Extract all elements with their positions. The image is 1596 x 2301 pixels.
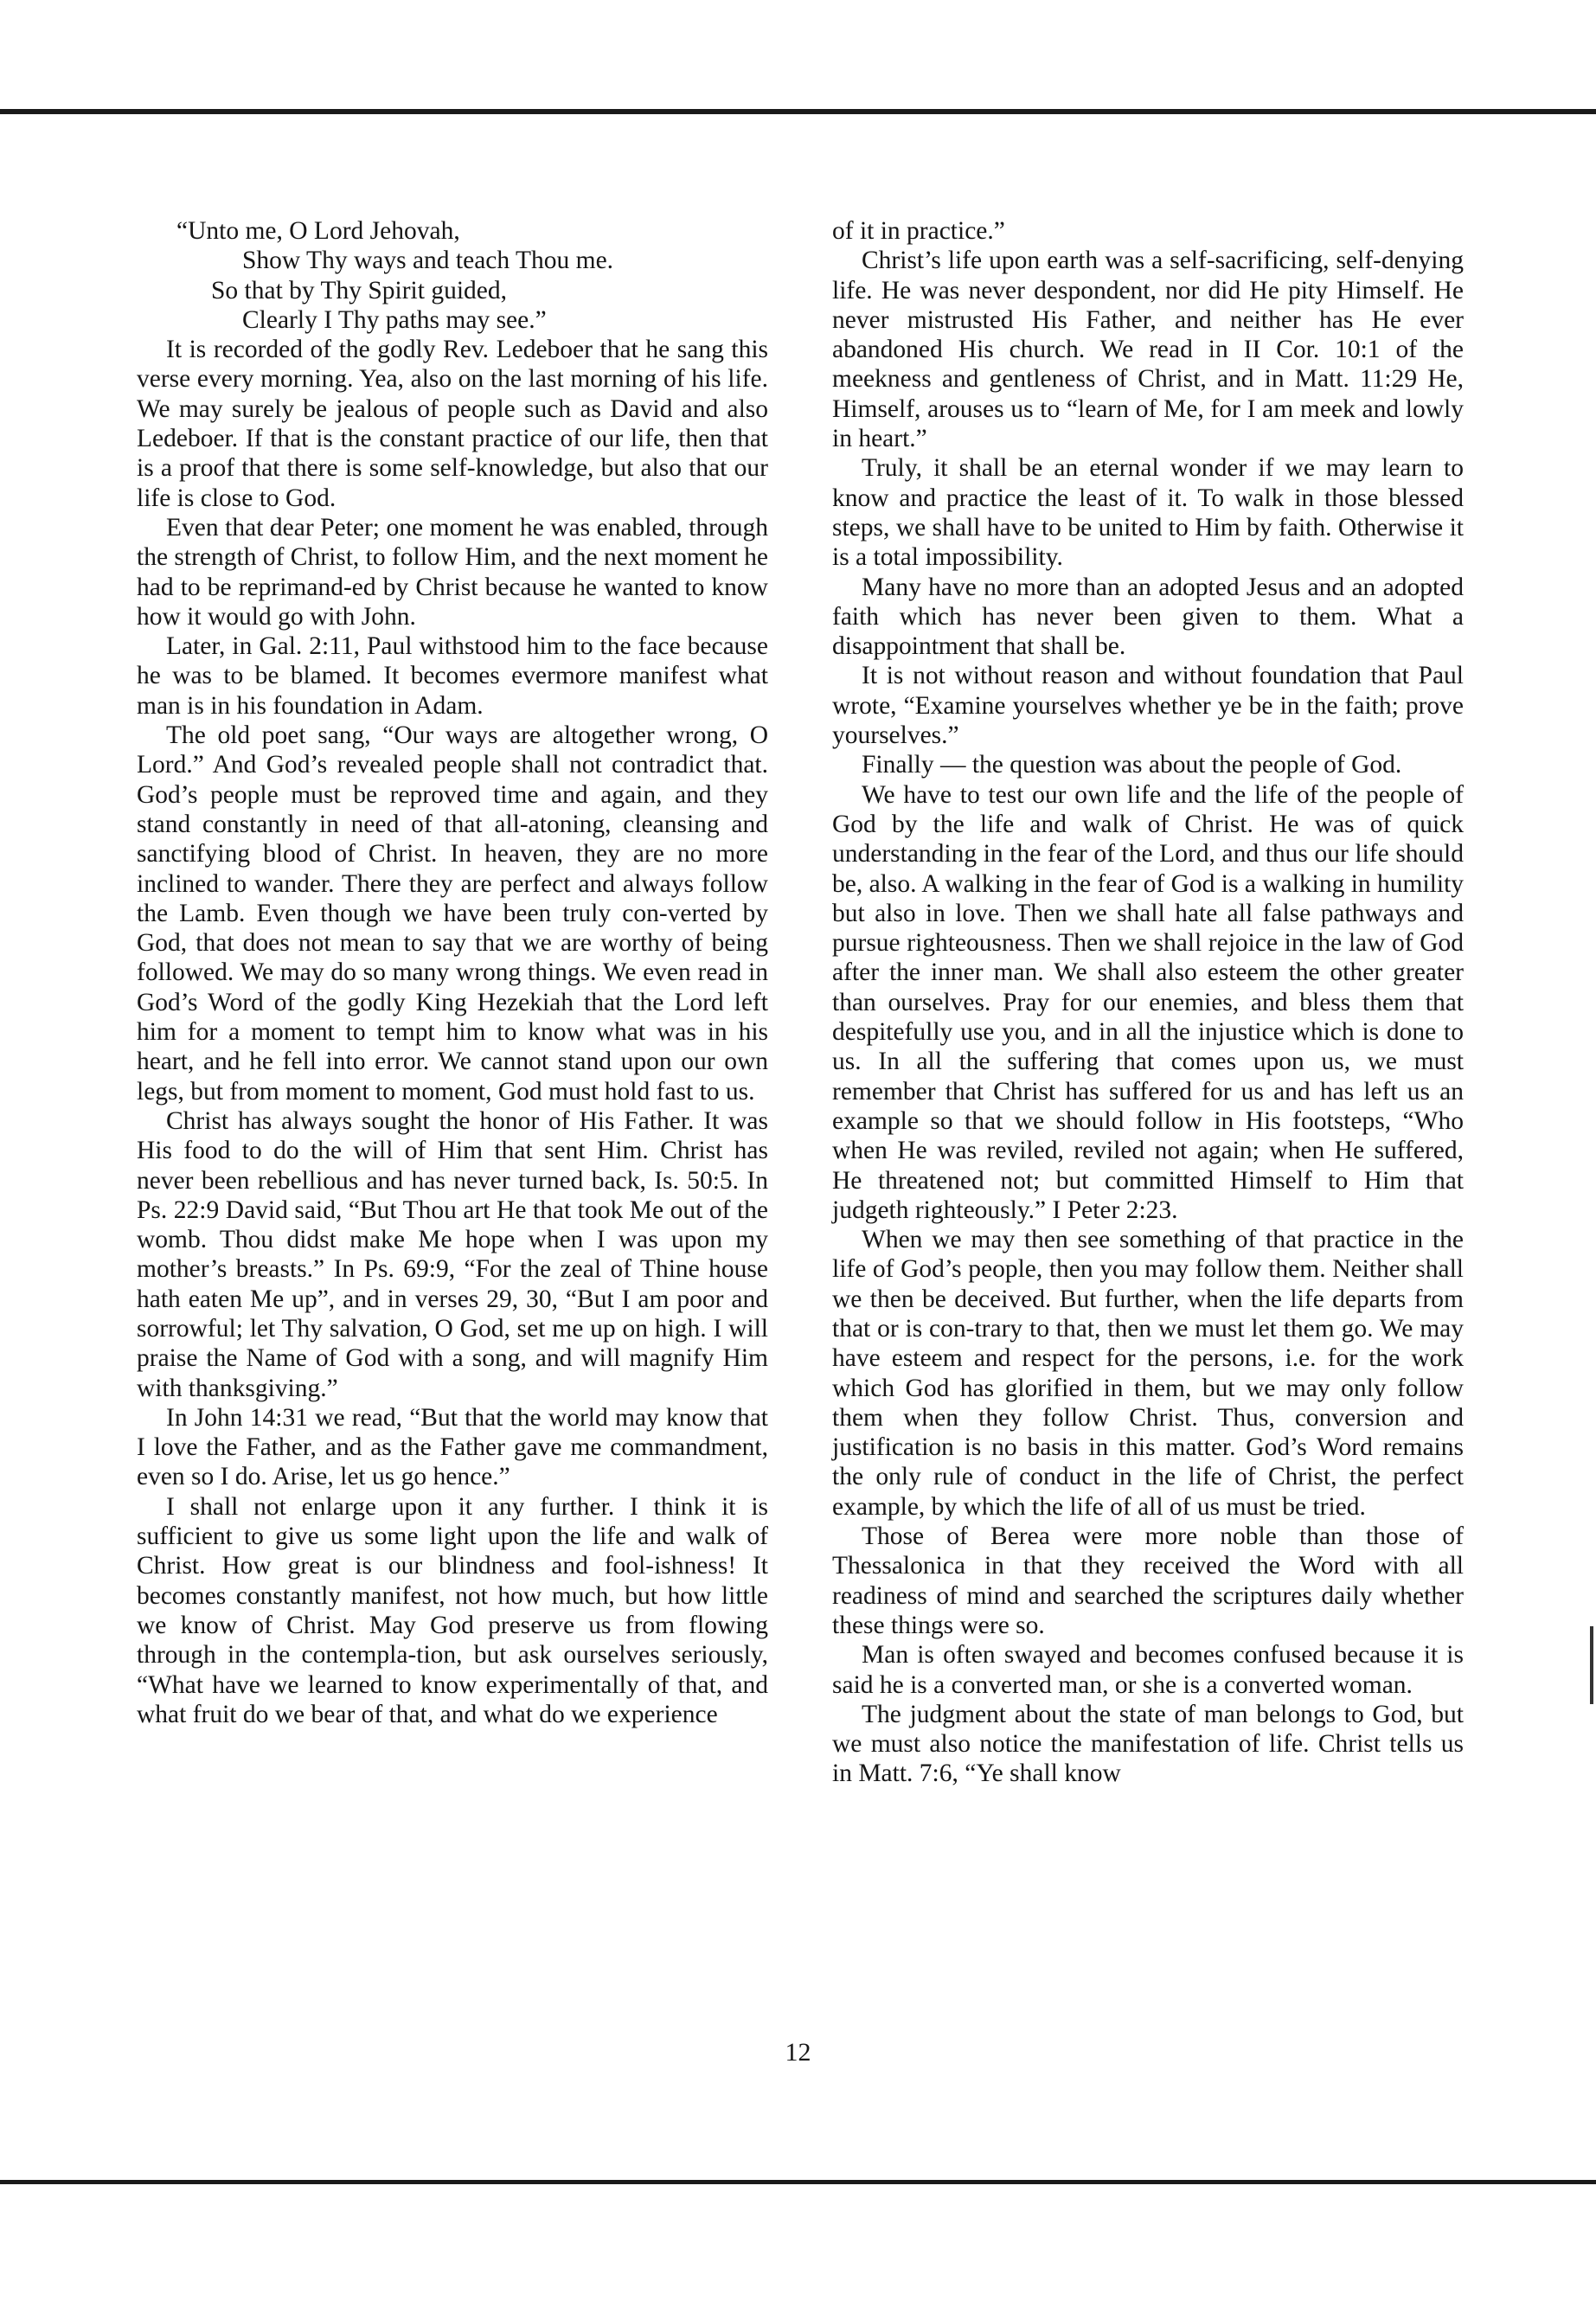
paragraph: It is recorded of the godly Rev. Ledeboer that he sang this verse every morning. Yea, also on the last morning of his life. We may surely be jealous of people such as David and also Ledeboer. If that is the constant practice of our life, then that is a proof that there is some self-knowledge, but also that our life is close to God. [137,336,768,512]
page-number: 12 [785,2038,811,2067]
paragraph: I shall not enlarge upon it any further. I think it is sufficient to give us some light upon the life and walk of Christ. How great is our blindness and fool-ishness! It becomes constantly manifest, not how much, but how little we know of Christ. May God preserve us from flowing through in the contempla-tion, but ask ourselves seriously, “What have we learned to know experimentally of that, and what fruit do we bear of that, and what do we experience [137,1492,768,1728]
paragraph: We have to test our own life and the life of the people of God by the life and walk of Christ. He was of quick understanding in the fear of the Lord, and thus our life should be, also. A walking in the fear of God is a walking in humility but also in love. Then we shall hate all false pathways and pursue righteousness. Then we shall rejoice in the law of God after the inner man. We shall also esteem the other greater than ourselves. Pray for our enemies, and bless them that despitefully use you, and in all the injustice which is done to us. In all the suffering that comes upon us, we must remember that Christ has suffered for us and has left us an example so that we should follow in His footsteps, “Who when He was reviled, reviled not again; when He suffered, He threatened not; but committed Himself to Him that judgeth righteously.” I Peter 2:23. [832,780,1465,1224]
left-column [137,216,768,1729]
paragraph: Those of Berea were more noble than those of Thessalonica in that they received the Word with all readiness of mind and searched the scriptures daily whether these things were so. [832,1522,1464,1639]
paragraph: The judgment about the state of man belongs to God, but we must also notice the manifestation of life. Christ tells us in Matt. 7:6, “Ye shall know [832,1700,1464,1788]
paragraph-continuation: of it in practice.” [832,217,1005,245]
edge-mark [1590,1626,1593,1704]
paragraph: Christ has always sought the honor of His Father. It was His food to do the will of Him that sent Him. Christ has never been rebellious and has never turned back, Is. 50:5. In Ps. 22:9 David said, “But Thou art He that took Me out of the womb. Thou didst make Me hope when I was upon my mother’s breasts.” In Ps. 69:9, “For the zeal of Thine house hath eaten Me up”, and in verses 29, 30, “But I am poor and sorrowful; let Thy salvation, O God, set me up on high. I will praise the Name of God with a song, and will magnify Him with thanksgiving.” [137,1106,768,1402]
paragraph: Even that dear Peter; one moment he was enabled, through the strength of Christ, to follow Him, and the next moment he had to be reprimand-ed by Christ because he wanted to know how it would go with John. [137,513,769,631]
bottom-rule [0,2180,1596,2184]
hymn-line: So that by Thy Spirit guided, [211,276,507,304]
paragraph: Later, in Gal. 2:11, Paul withstood him to the face because he was to be blamed. It becomes evermore manifest what man is in his foundation in Adam. [137,632,768,720]
top-rule [0,109,1596,114]
paragraph: Truly, it shall be an eternal wonder if we may learn to know and practice the least of it. To walk in those blessed steps, we shall have to be united to Him by faith. Otherwise it is a total impossibility. [832,454,1464,572]
hymn-line: Clearly I Thy paths may see.” [242,305,547,334]
paragraph: The old poet sang, “Our ways are altogether wrong, O Lord.” And God’s revealed people shall not contradict that. God’s people must be reproved time and again, and they stand constantly in need of that all-atoning, cleansing and sanctifying blood of Christ. In heaven, they are no more inclined to wander. There they are perfect and always follow the Lamb. Even though we have been truly con-verted by God, that does not mean to say that we are worthy of being followed. We may do so many wrong things. We even read in God’s Word of the godly King Hezekiah that the Lord left him for a moment to tempt him to know what was in his heart, and he fell into error. We cannot stand upon our own legs, but from moment to moment, God must hold fast to us. [137,721,768,1106]
paragraph: Christ’s life upon earth was a self-sacrificing, self-denying life. He was never despondent, nor did He pity Himself. He never mistrusted His Father, and neither has He ever abandoned His church. We read in II Cor. 10:1 of the meekness and gentleness of Christ, and in Matt. 11:29 He, Himself, arouses us to “learn of Me, for I am meek and lowly in heart.” [832,247,1464,453]
hymn-line: Show Thy ways and teach Thou me. [242,247,614,275]
paragraph: Man is often swayed and becomes confused because it is said he is a converted man, or she is a converted woman. [832,1641,1464,1699]
paragraph: Finally — the question was about the people of God. [862,751,1402,779]
hymn-line: “Unto me, O Lord Jehovah, [176,217,460,245]
hymn-verse [137,216,768,335]
right-column [832,216,1464,1789]
paragraph: It is not without reason and without foundation that Paul wrote, “Examine yourselves whether ye be in the faith; prove yourselves.” [832,662,1464,750]
paragraph: Many have no more than an adopted Jesus and an adopted faith which has never been given to them. What a disappointment that shall be. [832,573,1464,661]
paragraph: In John 14:31 we read, “But that the world may know that I love the Father, and as the Father gave me commandment, even so I do. Arise, let us go hence.” [137,1403,768,1491]
paragraph: When we may then see something of that practice in the life of God’s people, then you may follow them. Neither shall we then be deceived. But further, when the life departs from that or is con-trary to that, then we must let them go. We may have esteem and respect for the persons, i.e. for the work which God has glorified in them, but we may only follow them when they follow Christ. Thus, conversion and justification is no basis in this matter. God’s Word remains the only rule of conduct in the life of Christ, the perfect example, by which the life of all of us must be tried. [832,1226,1464,1521]
